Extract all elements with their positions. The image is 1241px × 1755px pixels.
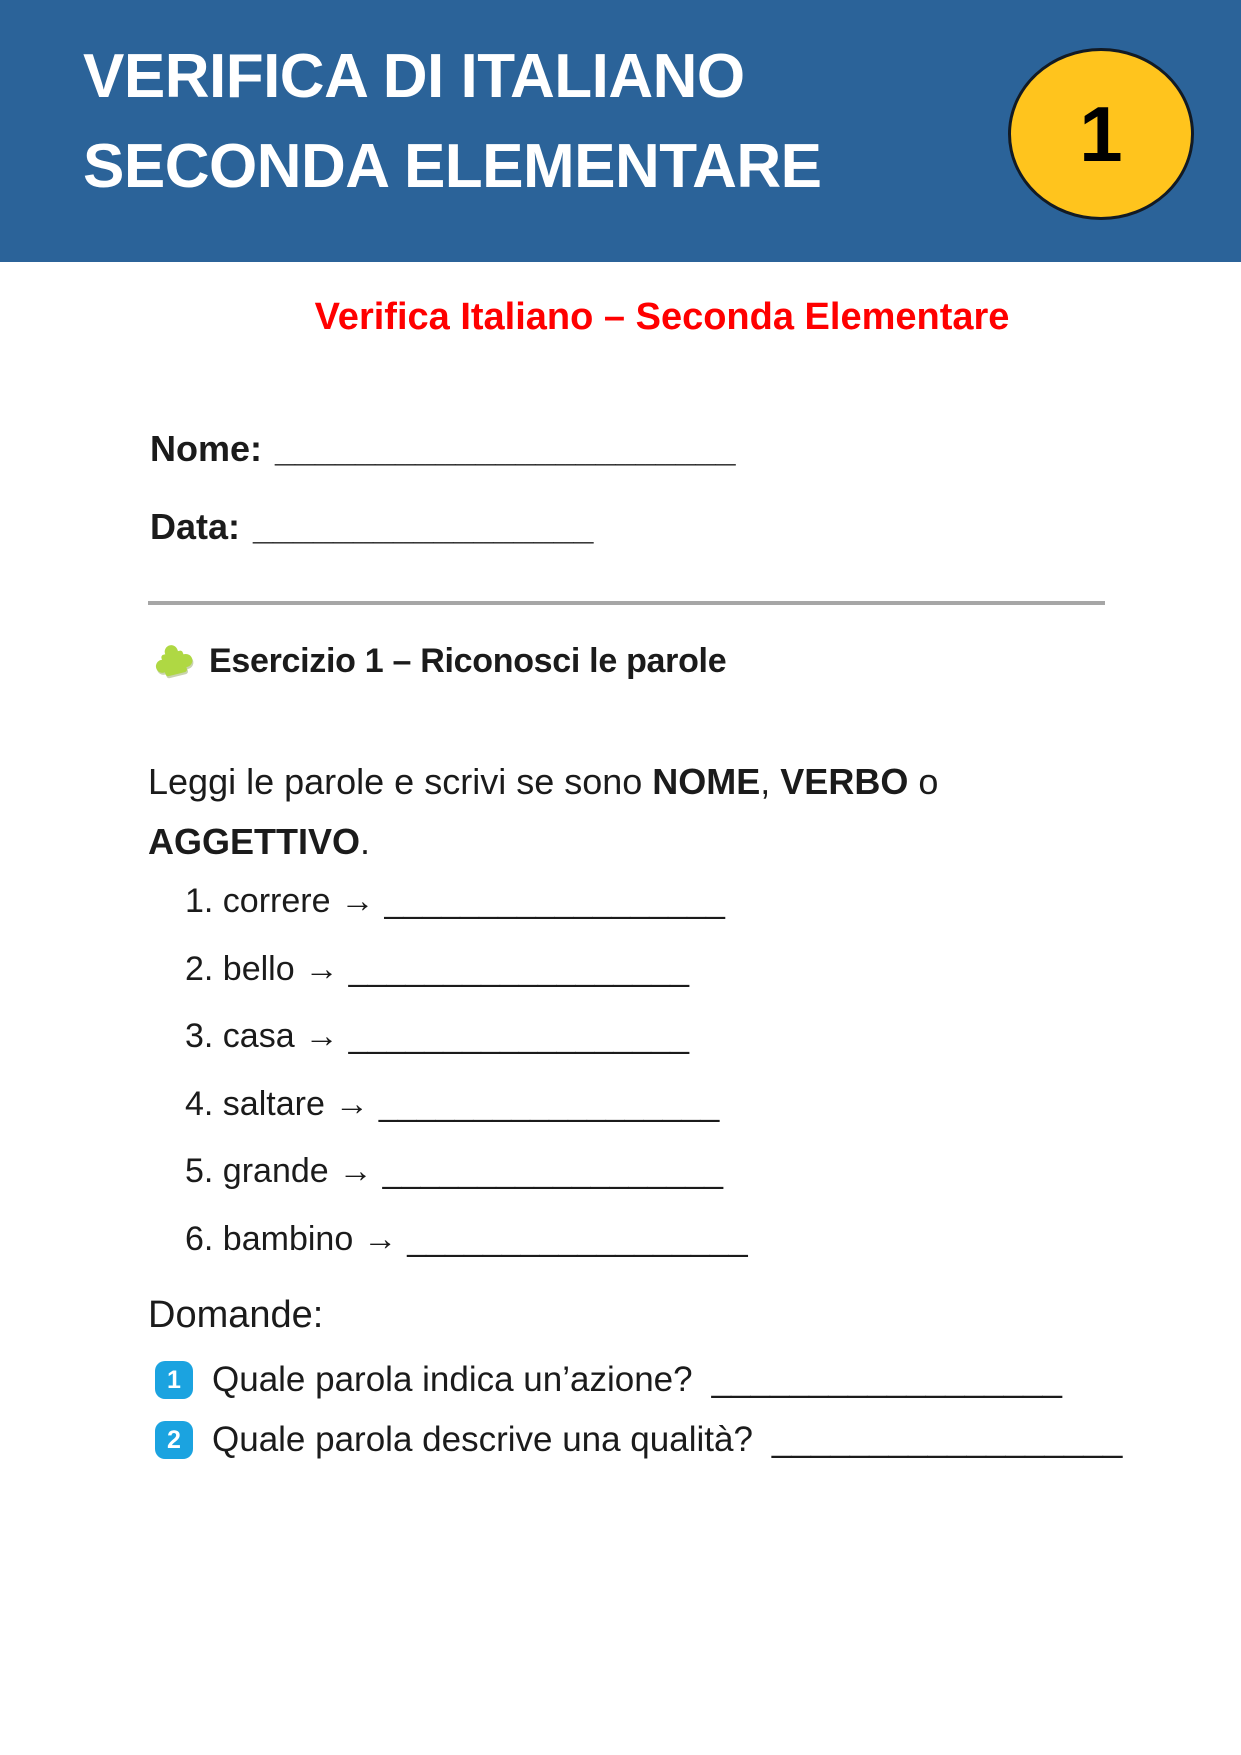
page-number: 1 — [1079, 89, 1123, 178]
word-item-5 — [185, 1138, 748, 1206]
question-number: 1 — [167, 1365, 181, 1394]
banner-title-line2: SECONDA ELEMENTARE — [83, 132, 822, 201]
instructions-sep2: o — [908, 761, 939, 802]
arrow-right-icon: → — [340, 882, 375, 921]
date-label: Data: — [150, 506, 241, 547]
word-blank: __________________ — [348, 1017, 689, 1056]
arrow-right-icon: → — [363, 1219, 398, 1258]
name-blank: _______________________ — [275, 428, 736, 469]
question-text: Quale parola indica un’azione? — [212, 1360, 693, 1399]
arrow-right-icon: → — [334, 1084, 369, 1123]
exercise-title: Esercizio 1 – Riconosci le parole — [209, 641, 727, 680]
word-blank: __________________ — [407, 1219, 748, 1258]
name-label: Nome: — [150, 428, 263, 469]
word-list — [185, 868, 748, 1273]
exercise-heading — [152, 640, 726, 682]
question-text: Quale parola descrive una qualità? — [212, 1420, 753, 1459]
date-blank: _________________ — [253, 506, 594, 547]
word-item-2 — [185, 936, 748, 1004]
instructions-bold-verbo: VERBO — [780, 761, 909, 802]
arrow-right-icon: → — [338, 1152, 373, 1191]
question-row-1 — [155, 1360, 1062, 1400]
instructions-sep1: , — [760, 761, 781, 802]
question-row-2 — [155, 1420, 1122, 1460]
word-blank: __________________ — [378, 1084, 720, 1123]
word-label: 1. correre — [185, 882, 331, 921]
word-item-6 — [185, 1206, 748, 1274]
word-label: 3. casa — [185, 1017, 295, 1056]
word-blank: __________________ — [348, 949, 690, 988]
word-item-1 — [185, 868, 748, 936]
question-blank: __________________ — [771, 1420, 1123, 1459]
banner-title-line1: VERIFICA DI ITALIANO — [83, 42, 745, 111]
question-number-badge — [155, 1361, 193, 1399]
word-label: 2. bello — [185, 949, 295, 988]
date-field — [150, 506, 594, 547]
instructions-period: . — [360, 821, 371, 862]
question-blank: __________________ — [711, 1360, 1063, 1399]
instructions-text: Leggi le parole e scrivi se sono — [148, 761, 653, 802]
worksheet-subtitle: Verifica Italiano – Seconda Elementare — [314, 296, 1010, 338]
arrow-right-icon: → — [304, 1017, 339, 1056]
word-label: 4. saltare — [185, 1084, 325, 1123]
word-blank: __________________ — [384, 882, 725, 921]
puzzle-icon — [152, 640, 194, 682]
question-number: 2 — [167, 1425, 181, 1454]
question-number-badge — [155, 1421, 193, 1459]
arrow-right-icon: → — [304, 949, 339, 988]
word-blank: __________________ — [382, 1152, 724, 1191]
word-label: 6. bambino — [185, 1219, 354, 1258]
word-item-4 — [185, 1071, 748, 1139]
exercise-instructions — [148, 752, 1008, 872]
name-field — [150, 428, 736, 469]
section-divider — [148, 601, 1105, 605]
instructions-bold-nome: NOME — [652, 761, 761, 802]
questions-heading: Domande: — [148, 1294, 324, 1336]
page-number-badge — [1008, 48, 1194, 220]
instructions-bold-aggettivo: AGGETTIVO — [148, 821, 361, 862]
word-label: 5. grande — [185, 1152, 329, 1191]
word-item-3 — [185, 1003, 748, 1071]
